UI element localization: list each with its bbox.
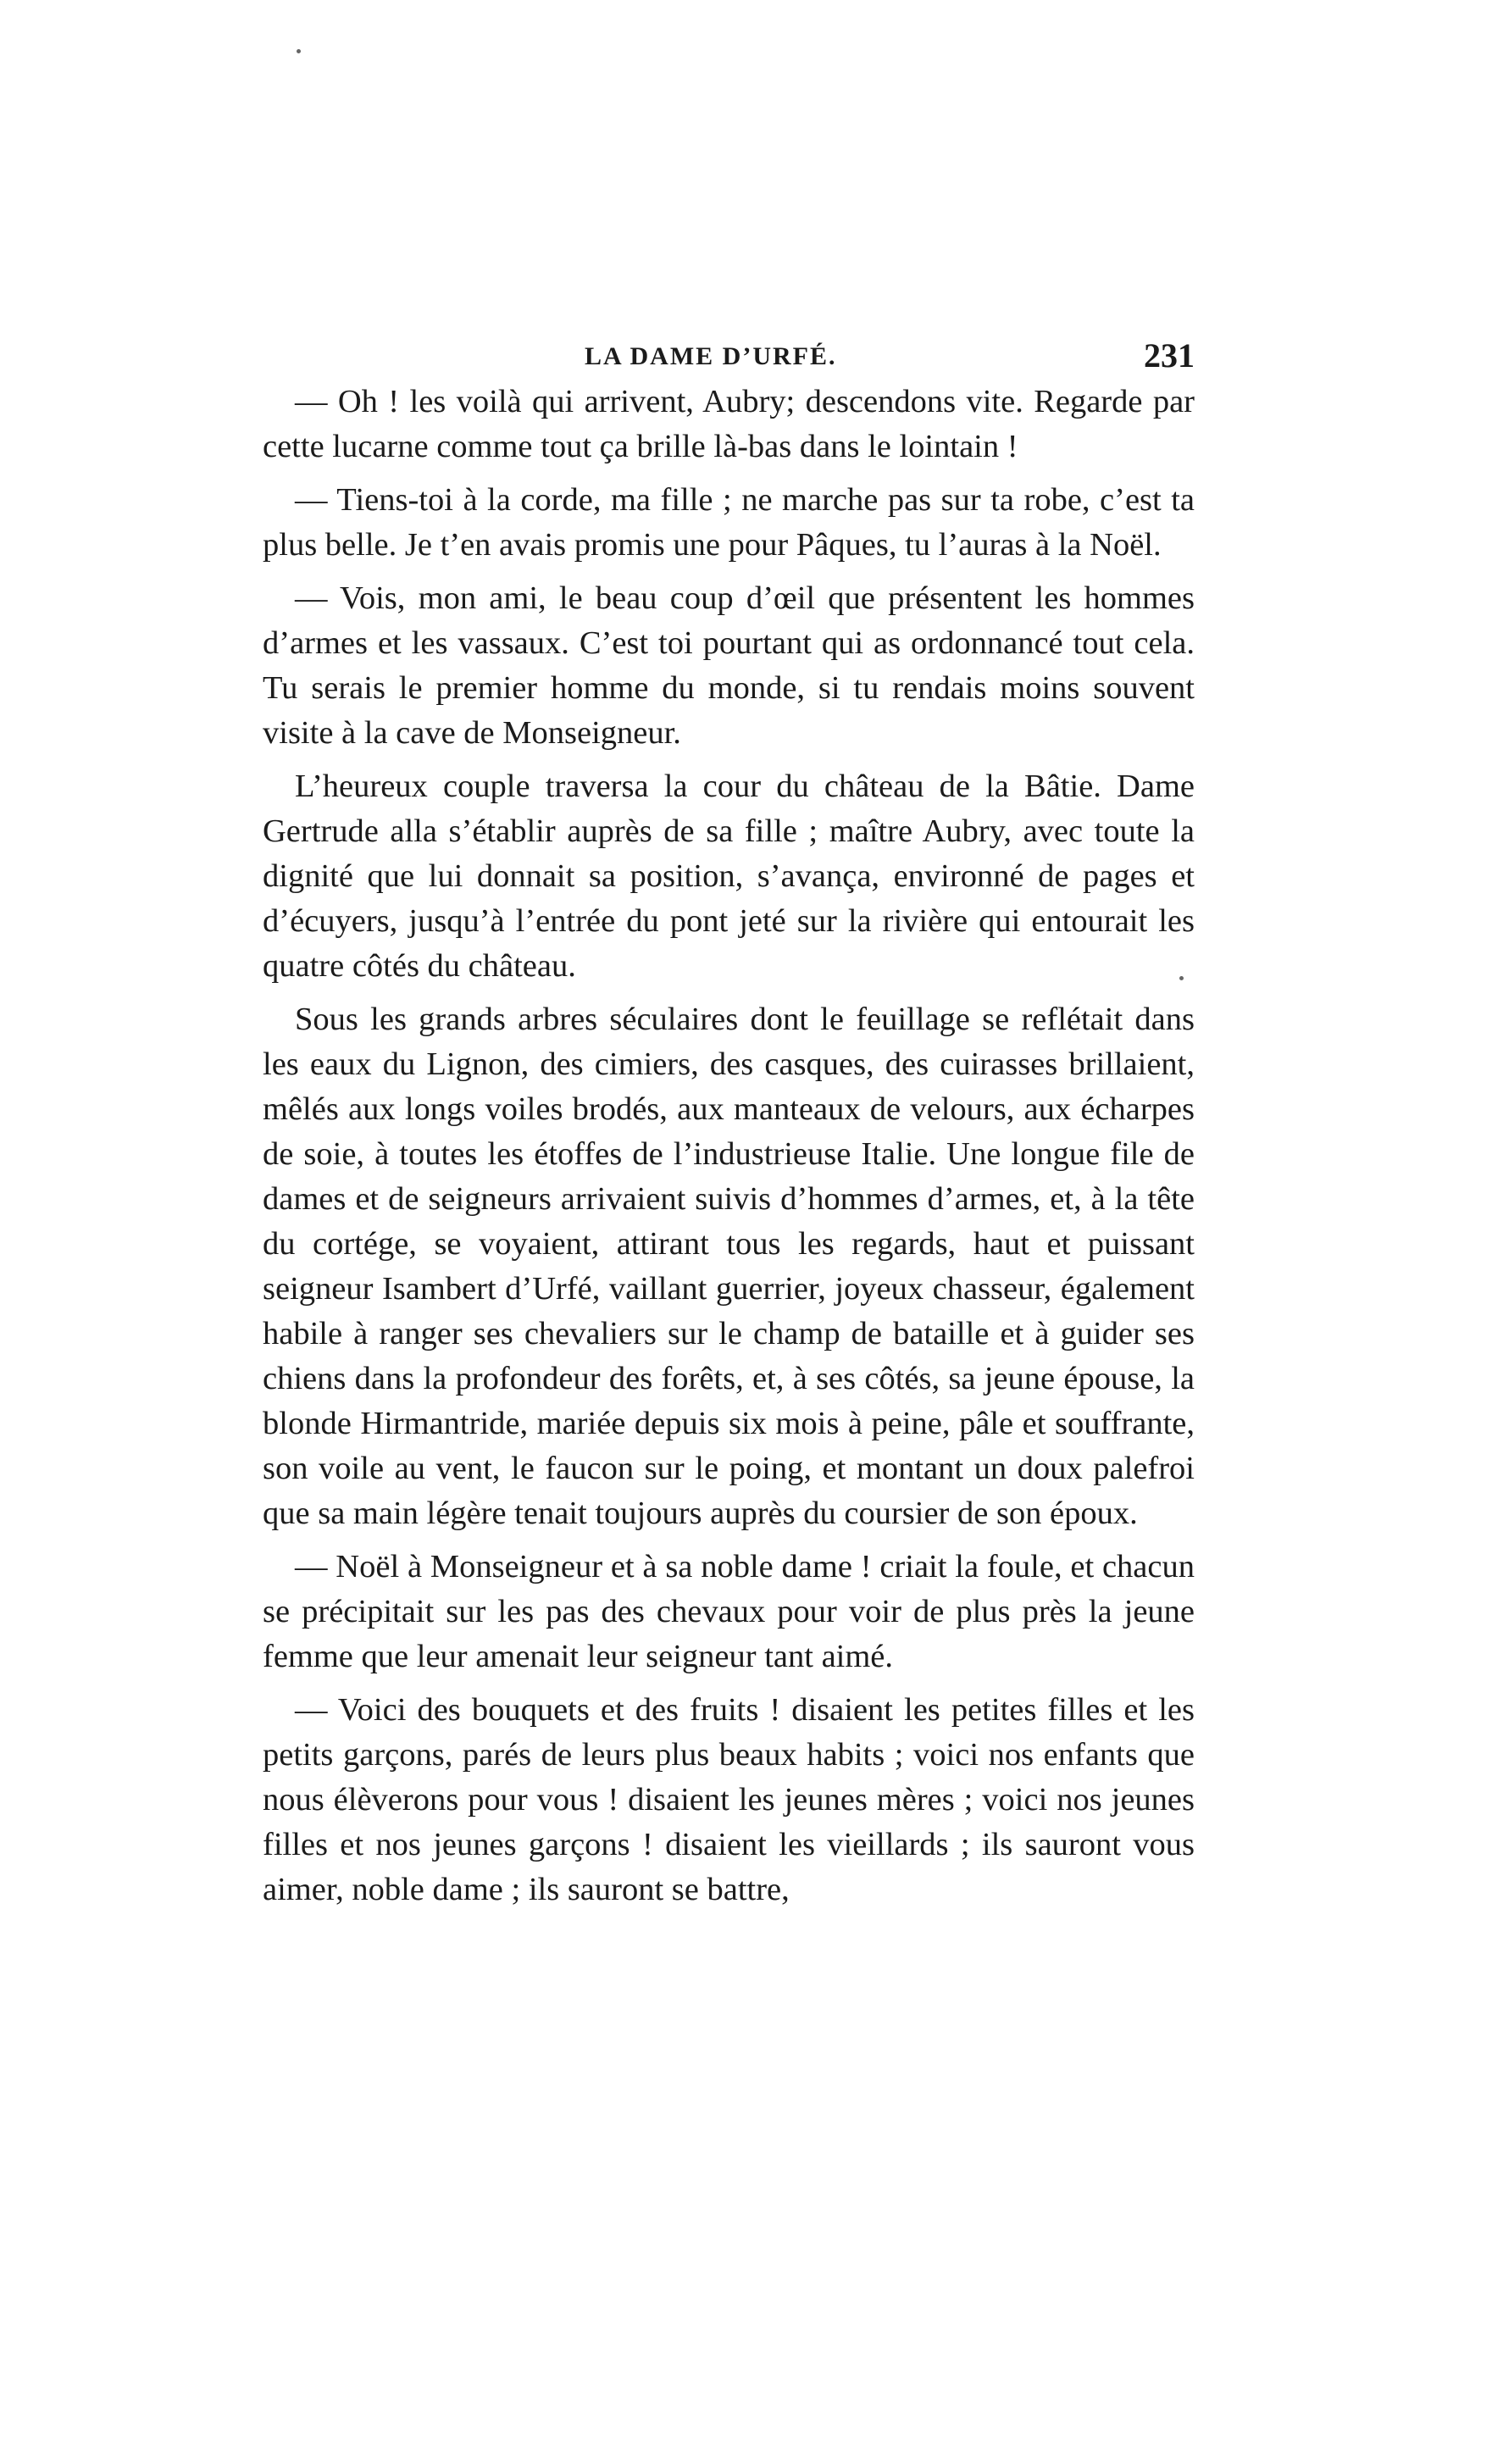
paragraph: Sous les grands arbres séculaires dont le feuillage se reflétait dans les eaux du Lignon, des cimiers, des casques, des cuirasses brillaient, mêlés aux longs voiles brodés, aux manteaux de velours, aux écharpes de soie, à toutes les étoffes de l’industrieuse Italie. Une longue file de dames et de seigneurs arrivaient suivis d’hommes d’armes, et, à la tête du cortége, se voyaient, attirant tous les regards, haut et puissant seigneur Isambert d’Urfé, vaillant guerrier, joyeux chasseur, également habile à ranger ses chevaliers sur le champ de bataille et à guider ses chiens dans la profondeur des forêts, et, à ses côtés, sa jeune épouse, la blonde Hirmantride, mariée depuis six mois à peine, pâle et souffrante, son voile au vent, le faucon sur le poing, et montant un doux palefroi que sa main légère tenait toujours auprès du coursier de son époux. — [263, 1002, 1195, 1531]
paragraph: — Noël à Monseigneur et à sa noble dame ! criait la foule, et chacun se précipitait sur les pas des chevaux pour voir de plus près la jeune femme que leur amenait leur seigneur tant aimé. — [263, 1549, 1195, 1674]
running-head — [263, 336, 1195, 383]
paragraph: — Tiens-toi à la corde, ma fille ; ne marche pas sur ta robe, c’est ta plus belle. Je t’en avais promis une pour Pâques, tu l’auras à la Noël. — [263, 482, 1195, 563]
page-number: 231 — [1144, 336, 1195, 375]
paragraph: — Vois, mon ami, le beau coup d’œil que présentent les hommes d’armes et les vassaux. C’est toi pourtant qui as ordonnancé tout cela. Tu serais le premier homme du monde, si tu rendais moins souvent visite à la cave de Monseigneur. — [263, 580, 1195, 751]
ink-speck — [1179, 976, 1184, 980]
paragraph: — Oh ! les voilà qui arrivent, Aubry; descendons vite. Regarde par cette lucarne comme tout ça brille là-bas dans le lointain ! — [263, 384, 1195, 464]
running-title: LA DAME D’URFÉ. — [585, 342, 837, 370]
paragraph: — Voici des bouquets et des fruits ! disaient les petites filles et les petits garçons, parés de leurs plus beaux habits ; voici nos enfants que nous élèverons pour vous ! disaient les jeunes mères ; voici nos jeunes filles et nos jeunes garçons ! disaient les vieillards ; ils sauront vous aimer, noble dame ; ils sauront se battre, — [263, 1692, 1195, 1907]
paragraph: L’heureux couple traversa la cour du château de la Bâtie. Dame Gertrude alla s’établir auprès de sa fille ; maître Aubry, avec toute la dignité que lui donnait sa position, s’avança, environné de pages et d’écuyers, jusqu’à l’entrée du pont jeté sur la rivière qui entourait les quatre côtés du château. — [263, 769, 1195, 984]
body-text — [263, 380, 1195, 1921]
ink-speck — [297, 49, 301, 53]
